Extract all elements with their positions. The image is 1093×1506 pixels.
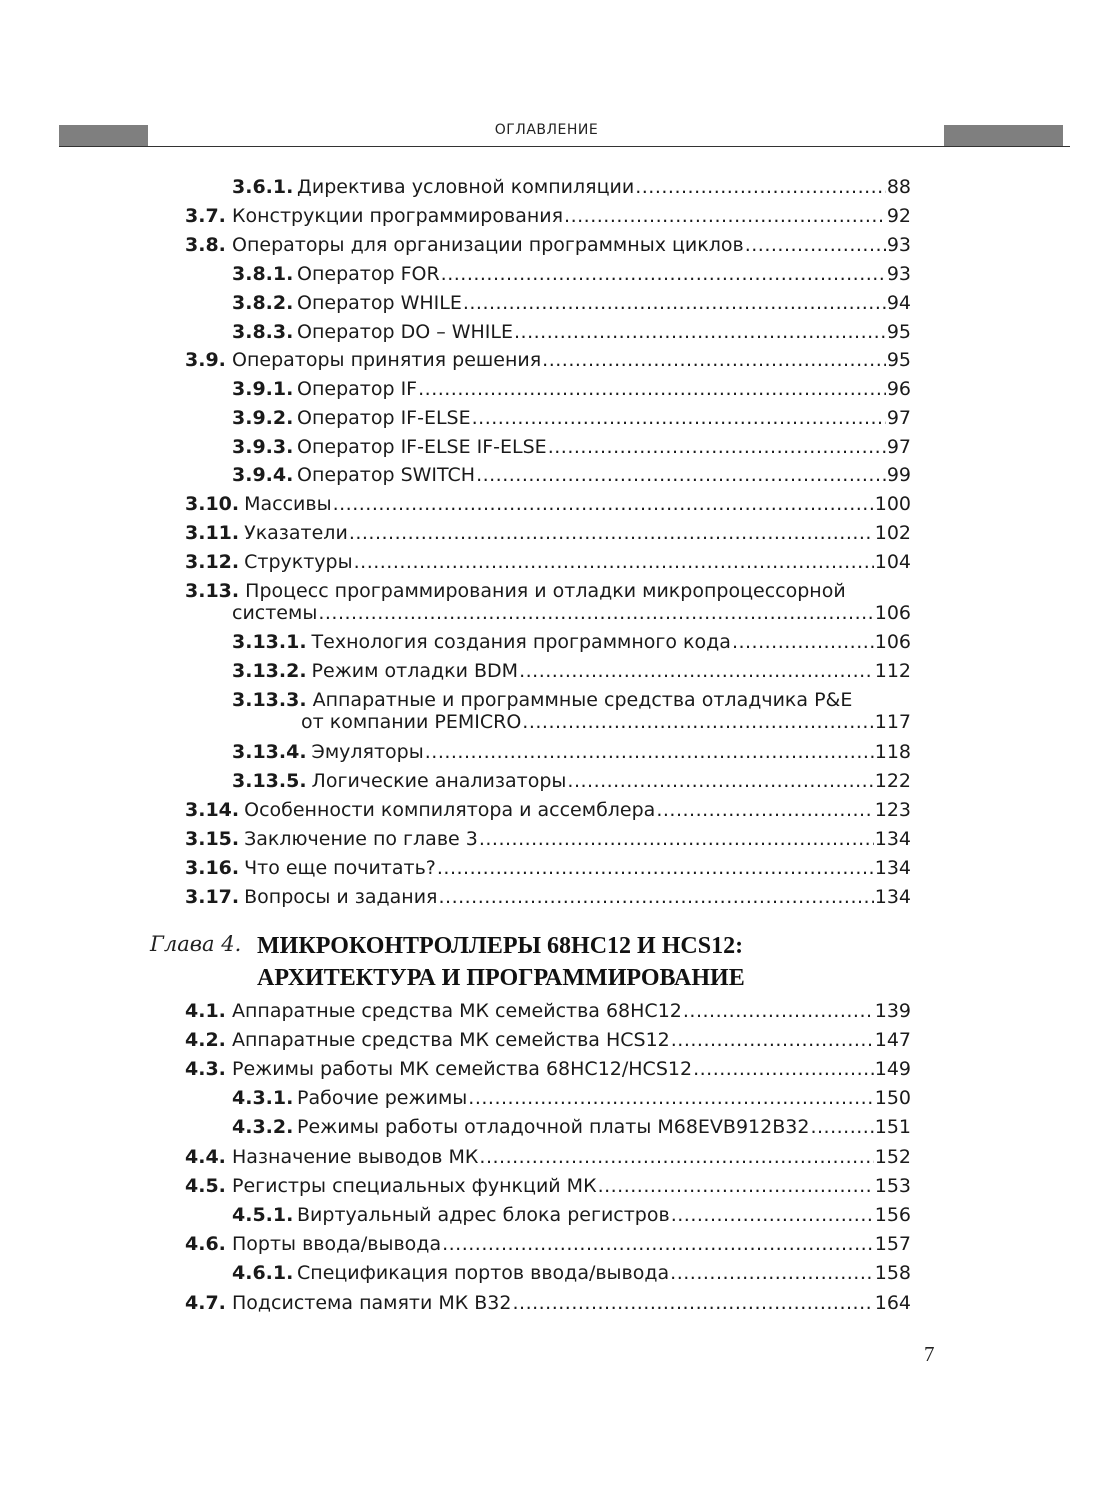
toc-entry[interactable]: 4.3.2. Режимы работы отладочной платы M68EVB912B32 ..... 151 [232, 1116, 911, 1138]
leader-dots [479, 1146, 873, 1168]
leader-dots [354, 551, 874, 573]
leader-dots [567, 770, 873, 792]
toc-entry[interactable]: 3.13.5. Логические анализаторы ..... 122 [232, 770, 911, 792]
leader-dots [745, 234, 886, 256]
leader-dots [476, 464, 886, 486]
leader-dots [438, 886, 873, 908]
toc-entry[interactable]: 3.9.3. Оператор IF-ELSE IF-ELSE ..... 97 [232, 436, 911, 458]
toc-entry[interactable]: 4.2. Аппаратные средства МК семейства HCS12 ..... 147 [185, 1029, 911, 1051]
toc-entry[interactable]: 3.6.1. Директива условной компиляции ..... 88 [232, 176, 911, 198]
leader-dots [548, 436, 886, 458]
toc-entry-first-line[interactable]: 3.13.3. Аппаратные и программные средства отладчика P&E [232, 689, 853, 711]
toc-entry[interactable]: 3.17. Вопросы и задания ..... 134 [185, 886, 911, 908]
leader-dots [479, 828, 874, 850]
toc-entry[interactable]: 3.13.1. Технология создания программного кода ..... 106 [232, 631, 911, 653]
toc-entry[interactable]: 3.14. Особенности компилятора и ассемблера ..... 123 [185, 799, 911, 821]
toc-entry[interactable]: 3.16. Что еще почитать? ..... 134 [185, 857, 911, 879]
leader-dots [437, 857, 874, 879]
leader-dots [656, 799, 873, 821]
toc-entry[interactable]: 3.8.2. Оператор WHILE ..... 94 [232, 292, 911, 314]
toc-entry[interactable]: 3.11. Указатели ..... 102 [185, 522, 911, 544]
toc-entry[interactable]: 4.4. Назначение выводов МК ..... 152 [185, 1146, 911, 1168]
toc-entry-first-line[interactable]: 3.13. Процесс программирования и отладки микропроцессорной [185, 580, 846, 602]
leader-dots [463, 292, 886, 314]
toc-entry[interactable]: 3.9.4. Оператор SWITCH ..... 99 [232, 464, 911, 486]
toc-entry[interactable]: 4.3.1. Рабочие режимы ..... 150 [232, 1087, 911, 1109]
toc-entry[interactable]: от компании PEMICRO ..... 117 [301, 711, 911, 733]
toc-entry[interactable]: 4.5. Регистры специальных функций МК ..... 153 [185, 1175, 911, 1197]
leader-dots [442, 1233, 874, 1255]
toc-entry[interactable]: 3.7. Конструкции программирования ..... 92 [185, 205, 911, 227]
leader-dots [693, 1058, 874, 1080]
toc-entry[interactable]: 4.1. Аппаратные средства МК семейства 68HC12 ..... 139 [185, 1000, 911, 1022]
toc-entry[interactable]: 3.15. Заключение по главе 3 ..... 134 [185, 828, 911, 850]
toc-entry[interactable]: 3.13.2. Режим отладки BDM ..... 112 [232, 660, 911, 682]
toc-entry[interactable]: 3.13.4. Эмуляторы ..... 118 [232, 741, 911, 763]
chapter-label: Глава 4. [150, 932, 242, 956]
toc-entry[interactable]: 4.6. Порты ввода/вывода ..... 157 [185, 1233, 911, 1255]
leader-dots [514, 321, 886, 343]
leader-dots [671, 1029, 874, 1051]
header-rule [59, 146, 1070, 147]
toc-entry[interactable]: 3.9.2. Оператор IF-ELSE ..... 97 [232, 407, 911, 429]
leader-dots [468, 1087, 873, 1109]
leader-dots [670, 1262, 874, 1284]
running-header: ОГЛАВЛЕНИЕ [494, 122, 599, 138]
page-number: 7 [924, 1342, 935, 1366]
leader-dots [519, 660, 874, 682]
leader-dots [318, 602, 873, 624]
leader-dots [542, 349, 886, 371]
toc-entry[interactable]: системы ..... 106 [232, 602, 911, 624]
leader-dots [418, 378, 886, 400]
leader-dots [522, 711, 873, 733]
toc-entry[interactable]: 4.5.1. Виртуальный адрес блока регистров ..... 156 [232, 1204, 911, 1226]
leader-dots [564, 205, 886, 227]
toc-entry[interactable]: 4.7. Подсистема памяти МК B32 ..... 164 [185, 1292, 911, 1314]
leader-dots [512, 1292, 873, 1314]
toc-entry[interactable]: 3.8.1. Оператор FOR ..... 93 [232, 263, 911, 285]
leader-dots [425, 741, 874, 763]
leader-dots [333, 493, 874, 515]
leader-dots [671, 1204, 874, 1226]
toc-entry[interactable]: 3.8. Операторы для организации программных циклов ..... 93 [185, 234, 911, 256]
toc-entry[interactable]: 3.8.3. Оператор DO – WHILE ..... 95 [232, 321, 911, 343]
leader-dots [635, 176, 886, 198]
leader-dots [683, 1000, 874, 1022]
leader-dots [732, 631, 874, 653]
toc-entry[interactable]: 3.10. Массивы ..... 100 [185, 493, 911, 515]
leader-dots [349, 522, 874, 544]
leader-dots [472, 407, 886, 429]
toc-entry[interactable]: 4.6.1. Спецификация портов ввода/вывода ..... 158 [232, 1262, 911, 1284]
chapter-title[interactable]: МИКРОКОНТРОЛЛЕРЫ 68HC12 И HCS12: АРХИТЕКТУРА И ПРОГРАММИРОВАНИЕ [257, 933, 745, 991]
toc-entry[interactable]: 3.9. Операторы принятия решения ..... 95 [185, 349, 911, 371]
toc-entry[interactable]: 4.3. Режимы работы МК семейства 68HC12/HCS12 ..... 149 [185, 1058, 911, 1080]
leader-dots [810, 1116, 873, 1138]
toc-entry[interactable]: 3.9.1. Оператор IF ..... 96 [232, 378, 911, 400]
leader-dots [598, 1175, 874, 1197]
toc-entry[interactable]: 3.12. Структуры ..... 104 [185, 551, 911, 573]
leader-dots [441, 263, 886, 285]
